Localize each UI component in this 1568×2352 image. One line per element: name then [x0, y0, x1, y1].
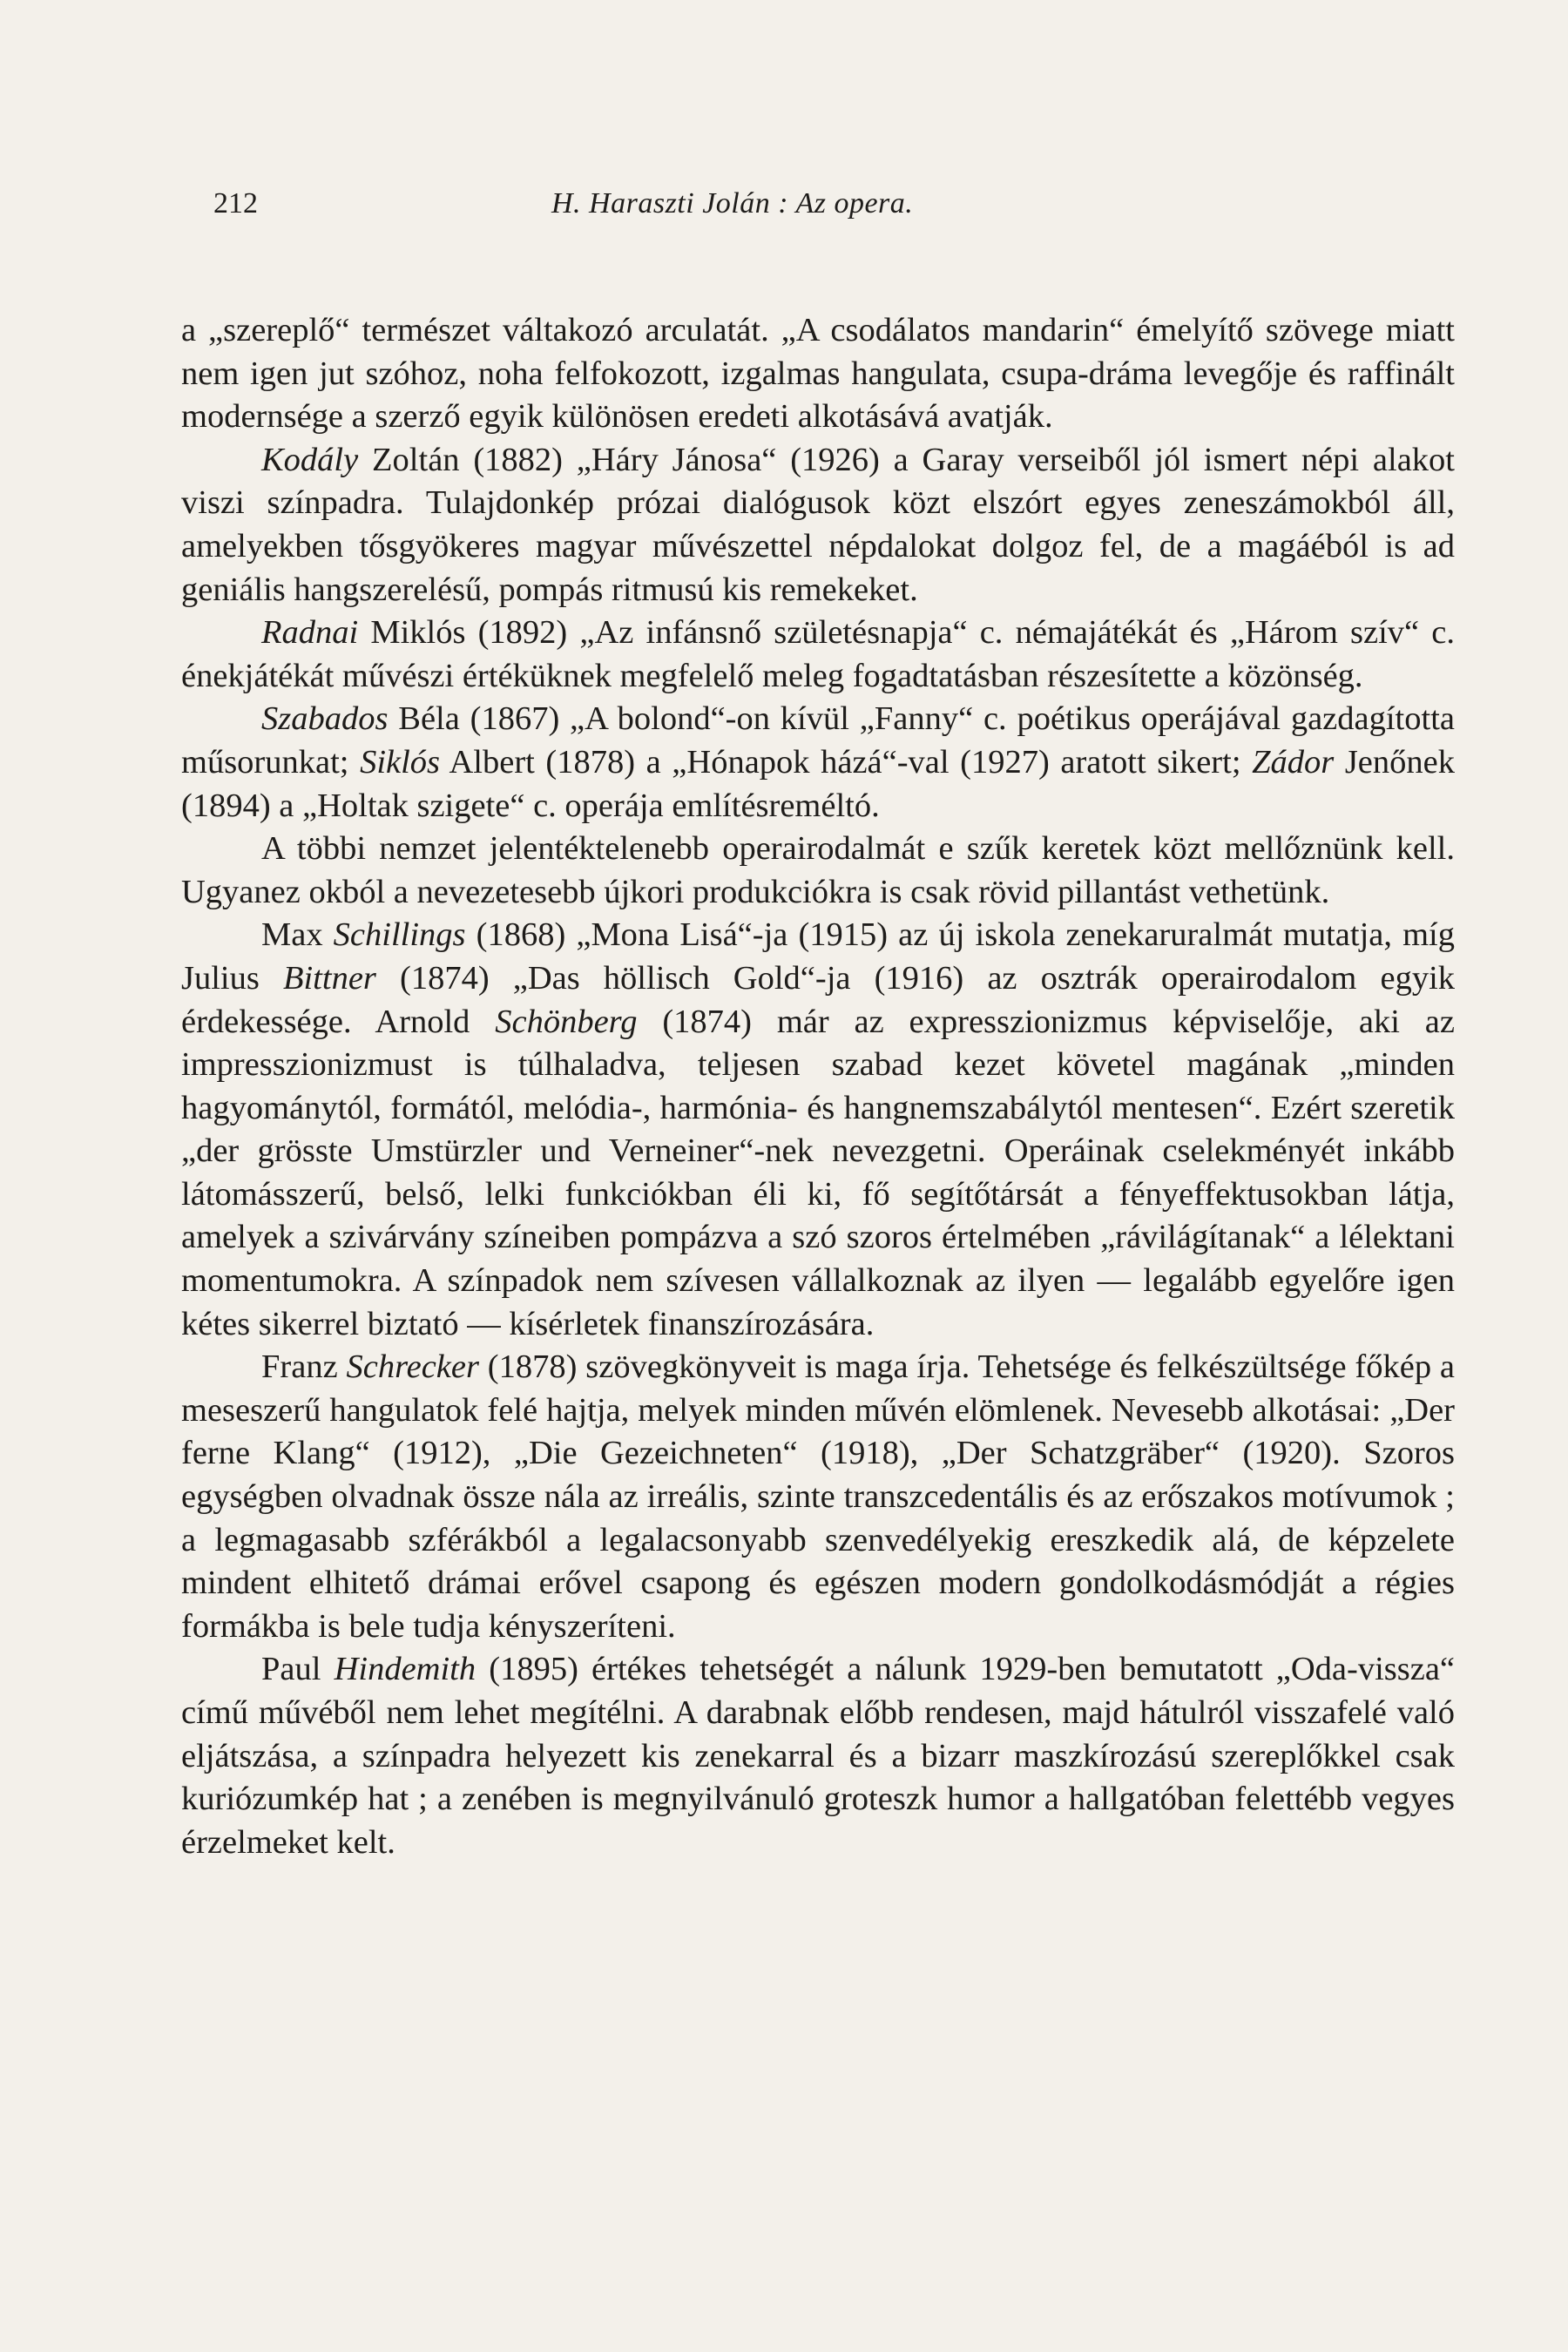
italic-name: Hindemith [334, 1651, 476, 1688]
paragraph [181, 828, 1455, 914]
paragraph [181, 698, 1455, 828]
paragraph [181, 914, 1455, 1346]
text-run: (1874) már az expresszionizmus képviselője, aki az impresszionizmust is túlhaladva, teljesen szabad kezet követel magának „minden hagyománytól, formától, melódia-, harmónia- és hangnemszabálytól mentesen“. Ezért szeretik „der grösste Umstürzler und Verneiner“-nek nevezgetni. Operáinak cselekményét inkább látomásszerű, belső, lelki funkciókban éli ki, fő segítőtársát a fényeffektusokban látja, amelyek a szivárvány színeiben pompázva a szó szoros értelmében „rávilágítanak“ a lélektani momentumokra. A színpadok nem szívesen vállalkoznak az ilyen — legalább egyelőre igen kétes sikerrel biztató — kísérletek finanszírozására. [181, 1003, 1455, 1342]
italic-name: Schillings [333, 916, 466, 954]
text-run: a „szereplő“ természet váltakozó arculatát. „A csodálatos mandarin“ émelyítő szövege miatt nem igen jut szóhoz, noha felfokozott, izgalmas hangulata, csupa-dráma levegője és raffinált modernsége a szerző egyik különösen eredeti alkotásává avatják. [181, 312, 1455, 436]
text-run: (1868) „Mona Lisá“-ja (1915) az új iskola zenekaruralmát mutatja, míg Julius [181, 916, 1455, 997]
italic-name: Kodály [261, 441, 359, 478]
page-header [213, 186, 1433, 221]
text-run: A többi nemzet jelentéktelenebb operairodalmát e szűk keretek közt mellőznünk kell. Ugyanez okból a nevezetesebb újkori produkciókra is csak rövid pillantást vethetünk. [181, 830, 1455, 910]
text-run: Albert (1878) a „Hónapok házá“-val (1927) aratott sikert; [440, 743, 1253, 781]
text-run: (1878) szövegkönyveit is maga írja. Tehetsége és felkészültsége főkép a meseszerű hangulatok felé hajtja, melyek minden művén elömlenek. Nevesebb alkotásai: „Der ferne Klang“ (1912), „Die Gezeichneten“ (1918), „Der Schatzgräber“ (1920). Szoros egységben olvadnak össze nála az irreális, szinte transzcedentális és az erőszakos motívumok ; a legmagasabb szférákból a legalacsonyabb szenvedélyekig ereszkedik alá, de képzelete mindent elhitető drámai erővel csapong és egészen modern gondolkodásmódját a régies formákba is bele tudja kényszeríteni. [181, 1348, 1455, 1645]
paragraph [181, 612, 1455, 698]
italic-name: Siklós [360, 743, 441, 781]
text-run: (1895) értékes tehetségét a nálunk 1929-ben bemutatott „Oda-vissza“ című művéből nem lehet megítélni. A darabnak előbb rendesen, majd hátulról visszafelé való eljátszása, a színpadra helyezett kis zenekarral és a bizarr maszkírozású szereplőkkel csak kuriózumkép hat ; a zenében is megnyilvánuló groteszk humor a hallgatóban felettébb vegyes érzelmeket kelt. [181, 1651, 1455, 1861]
text-run: Franz [261, 1348, 347, 1386]
italic-name: Schönberg [495, 1003, 638, 1040]
text-run: Max [261, 916, 334, 954]
italic-name: Radnai [261, 614, 359, 652]
paragraph [181, 1346, 1455, 1648]
italic-name: Zádor [1252, 743, 1335, 781]
text-run: (1874) „Das höllisch Gold“-ja (1916) az osztrák operairodalom egyik érdekessége. Arnold [181, 959, 1456, 1040]
running-title: H. Haraszti Jolán : Az opera. [551, 187, 914, 220]
italic-name: Bittner [282, 959, 376, 997]
text-run: Zoltán (1882) „Háry Jánosa“ (1926) a Garay verseiből jól ismert népi alakot viszi színpadra. Tulajdonkép prózai dialógusok közt elszórt egyes zeneszámokból áll, amelyekben tősgyökeres magyar művészettel népdalokat dolgoz fel, de a magáéból is ad geniális hangszerelésű, pompás ritmusú kis remekeket. [181, 441, 1455, 608]
paragraph [181, 309, 1455, 439]
page-number: 212 [213, 187, 258, 220]
italic-name: Schrecker [346, 1348, 479, 1386]
text-run: Paul [261, 1651, 335, 1688]
paragraph [181, 1648, 1455, 1864]
text-run: Jenőnek (1894) a „Holtak szigete“ c. operája említésreméltó. [181, 743, 1455, 824]
text-run: Miklós (1892) „Az infánsnő születésnapja“ c. némajátékát és „Három szív“ c. énekjátékát művészi értéküknek megfelelő meleg fogadtatásban részesítette a közönség. [181, 614, 1455, 694]
paragraph [181, 439, 1455, 612]
italic-name: Szabados [261, 700, 389, 738]
body-text [181, 309, 1455, 1864]
text-run: Béla (1867) „A bolond“-on kívül „Fanny“ c. poétikus operájával gazdagította műsorunkat; [181, 700, 1455, 781]
